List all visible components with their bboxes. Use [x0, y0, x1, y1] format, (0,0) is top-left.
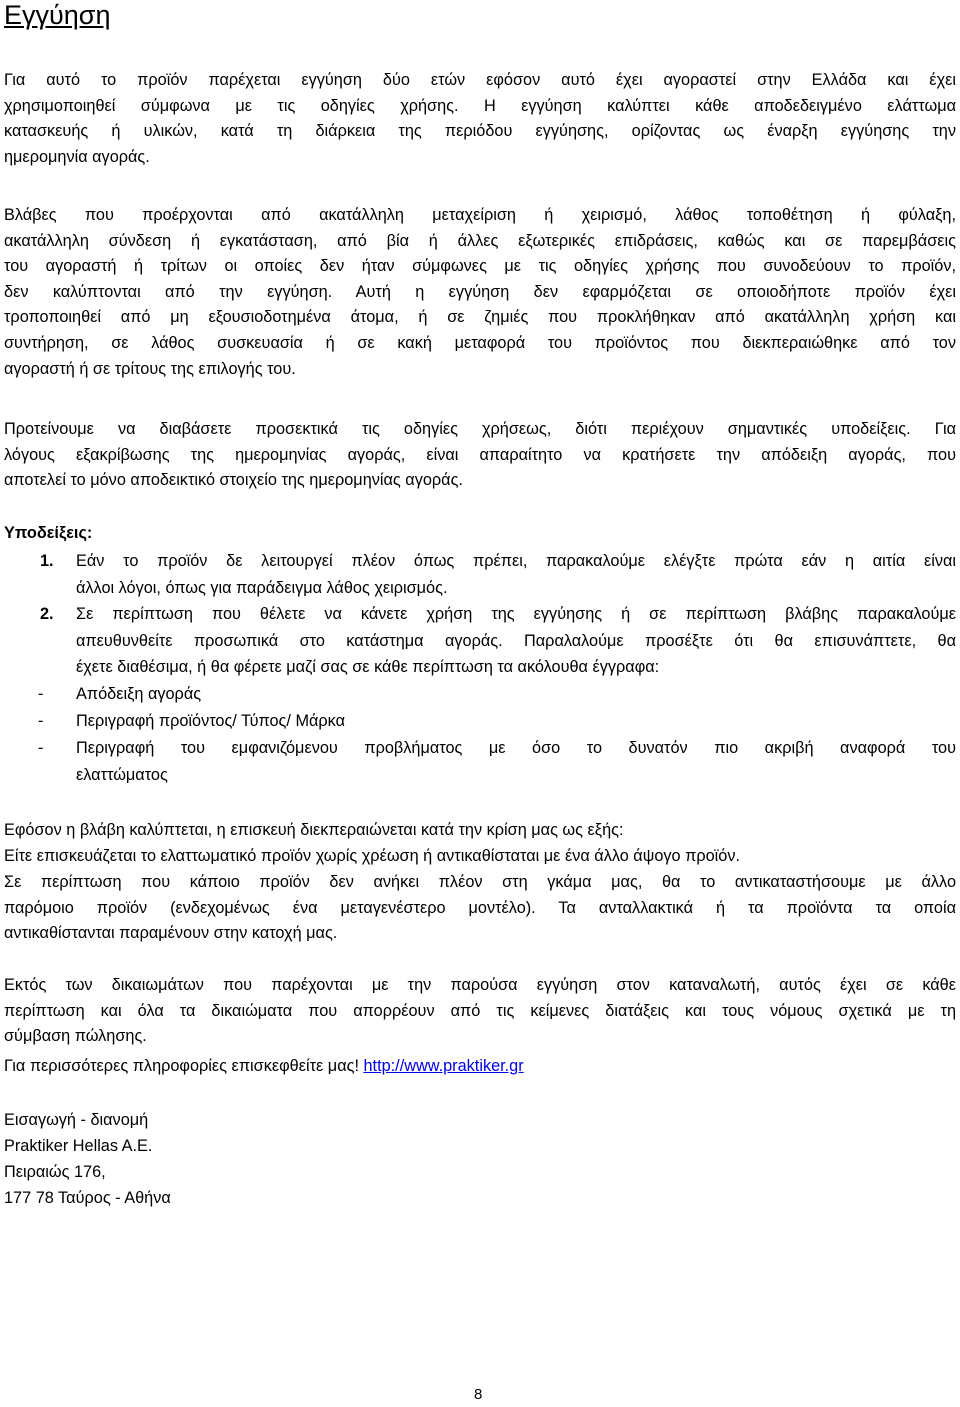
hint-line: Εάν το προϊόν δε λειτουργεί πλέον όπως πρέπει, παρακαλούμε ελέγξτε πρώτα εάν η αιτία είναι	[76, 552, 956, 570]
list-dash: -	[38, 712, 44, 730]
paragraph-line: χρησιμοποιηθεί σύμφωνα με τις οδηγίες χρήσης. Η εγγύηση καλύπτει κάθε αποδεδειγμένο ελάττωμα	[4, 96, 956, 115]
website-link[interactable]: http://www.praktiker.gr	[363, 1057, 524, 1075]
paragraph-line: ακατάλληλη σύνδεση ή εγκατάσταση, από βία ή άλλες εξωτερικές επιδράσεις, καθώς και σε παρεμβάσεις	[4, 231, 956, 250]
page-title: Εγγύηση	[4, 0, 111, 30]
recommendation-paragraph	[4, 417, 956, 494]
document-item-description: Περιγραφή προϊόντος/ Τύπος/ Μάρκα	[76, 712, 346, 730]
hints-list	[4, 548, 956, 788]
repair-line-2: Είτε επισκευάζεται το ελαττωματικό προϊόν χωρίς χρέωση ή αντικαθίσταται με ένα άλλο άψογο προϊόν.	[4, 847, 740, 865]
address-line-1: Εισαγωγή - διανομή	[4, 1111, 149, 1129]
hints-heading: Υποδείξεις:	[4, 524, 93, 542]
page-number: 8	[474, 1386, 483, 1403]
paragraph-line: τροποποιηθεί από μη εξουσιοδοτημένα άτομα, ή σε ζημιές που προκλήθηκαν από ακατάλληλη χρήση και	[4, 308, 956, 327]
address-line-2: Praktiker Hellas A.E.	[4, 1137, 153, 1155]
paragraph-line: του αγοραστή ή τρίτων οι οποίες δεν ήταν σύμφωνες με τις οδηγίες χρήσης που συνοδεύουν το προϊόν,	[4, 257, 956, 276]
paragraph-line: Προτείνουμε να διαβάσετε προσεκτικά τις οδηγίες χρήσεως, διότι περιέχουν σημαντικές υποδείξεις. Για	[4, 420, 956, 438]
hint-number: 2.	[40, 605, 54, 623]
consumer-rights-paragraph	[4, 973, 956, 1050]
address-line-4: 177 78 Ταύρος - Αθήνα	[4, 1189, 171, 1207]
paragraph-line: Σε περίπτωση που κάποιο προϊόν δεν ανήκει πλέον στη γκάμα μας, θα το αντικαταστήσουμε με άλλο	[4, 873, 956, 891]
hint-line: Περιγραφή του εμφανιζόμενου προβλήματος με όσο το δυνατόν πιο ακριβή αναφορά του	[76, 739, 956, 757]
repair-line-1: Εφόσον η βλάβη καλύπτεται, η επισκευή διεκπεραιώνεται κατά την κρίση μας ως εξής:	[4, 821, 624, 839]
hint-line: ελαττώματος	[76, 765, 168, 784]
hint-line: έχετε διαθέσιμα, ή θα φέρετε μαζί σας σε κάθε περίπτωση τα ακόλουθα έγγραφα:	[76, 658, 660, 676]
paragraph-line: ημερομηνία αγοράς.	[4, 147, 150, 166]
paragraph-line: σύμβαση πώλησης.	[4, 1027, 147, 1046]
paragraph-line: παρόμοιο προϊόν (ενδεχομένως ένα μεταγενέστερο μοντέλο). Τα ανταλλακτικά ή τα προϊόντα τα οποία	[4, 898, 956, 917]
paragraph-line: συντήρηση, σε λάθος συσκευασία ή σε κακή μεταφορά του προϊόντος που διεκπεραιώθηκε από τον	[4, 333, 956, 352]
paragraph-line: δεν καλύπτονται από την εγγύηση. Αυτή η εγγύηση δεν εφαρμόζεται σε οποιοδήποτε προϊόν έχει	[4, 282, 956, 301]
paragraph-line: Βλάβες που προέρχονται από ακατάλληλη μεταχείριση ή χειρισμό, λάθος τοποθέτηση ή φύλαξη,	[4, 206, 956, 224]
hint-line: Σε περίπτωση που θέλετε να κάνετε χρήση της εγγύησης ή σε περίπτωση βλάβης παρακαλούμε	[76, 605, 956, 623]
hint-item-2	[76, 601, 956, 681]
paragraph-line: Για αυτό το προϊόν παρέχεται εγγύηση δύο ετών εφόσον αυτό έχει αγοραστεί στην Ελλάδα και έχει	[4, 71, 956, 89]
list-dash: -	[38, 685, 44, 703]
paragraph-line: αντικαθίστανται παραμένουν στην κατοχή μας.	[4, 924, 338, 943]
hint-line: απευθυνθείτε προσωπικά στο κατάστημα αγοράς. Παραλαλούμε προσέξτε ότι θα επισυνάπτετε, θα	[76, 631, 956, 650]
paragraph-line: περίπτωση και όλα τα δικαιώματα που απορρέουν από τις κείμενες διατάξεις και τους νόμους σχετικά με τη	[4, 1001, 956, 1020]
document-item-receipt: Απόδειξη αγοράς	[76, 685, 202, 703]
paragraph-line: αποτελεί το μόνο αποδεικτικό στοιχείο της ημερομηνίας αγοράς.	[4, 471, 463, 490]
address-line-3: Πειραιώς 176,	[4, 1163, 106, 1181]
paragraph-line: Εκτός των δικαιωμάτων που παρέχονται με την παρούσα εγγύηση στον καταναλωτή, αυτός έχει σε κάθε	[4, 976, 956, 994]
warranty-intro-paragraph	[4, 68, 956, 170]
replacement-paragraph	[4, 870, 956, 947]
paragraph-line: λόγους εξακρίβωσης της ημερομηνίας αγοράς, είναι απαραίτητο να κρατήσετε την απόδειξη αγοράς, που	[4, 445, 956, 464]
more-info-line	[4, 1053, 524, 1079]
more-info-text: Για περισσότερες πληροφορίες επισκεφθείτε μας!	[4, 1057, 364, 1075]
document-item-problem	[76, 735, 956, 788]
paragraph-line: αγοραστή ή σε τρίτους της επιλογής του.	[4, 359, 296, 378]
paragraph-line: κατασκευής ή υλικών, κατά τη διάρκεια της περιόδου εγγύησης, ορίζοντας ως έναρξη εγγύησης την	[4, 122, 956, 141]
hint-number: 1.	[40, 552, 54, 570]
list-dash: -	[38, 739, 44, 757]
hint-line: άλλοι λόγοι, όπως για παράδειγμα λάθος χειρισμός.	[76, 578, 448, 597]
exclusions-paragraph	[4, 203, 956, 382]
hint-item-1	[76, 548, 956, 601]
